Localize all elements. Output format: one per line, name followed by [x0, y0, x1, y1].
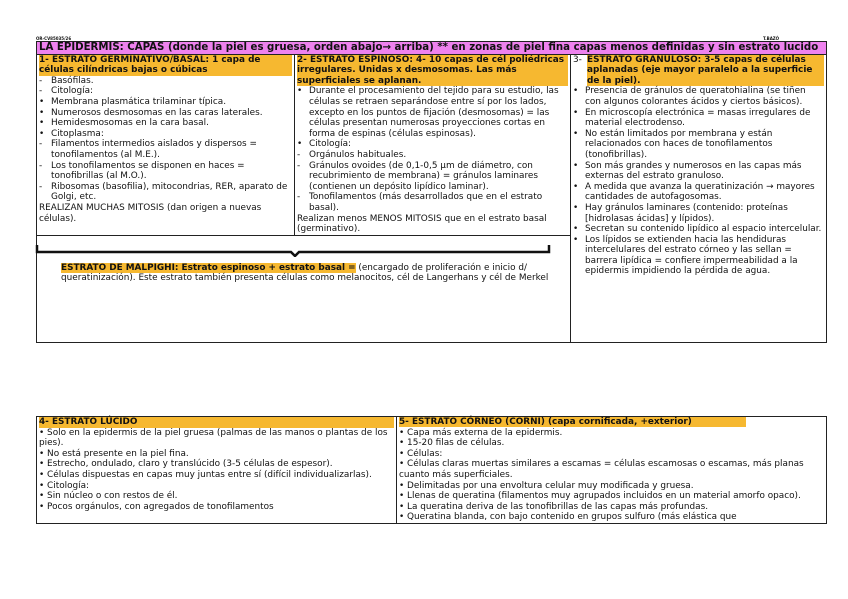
- list-item: • Durante el procesamiento del tejido para su estudio, las células se retraen separándose entre sí por los lados, excepto en los puntos de fijación (desmosomas) = las células presentan numerosas proyecciones cortas en forma de espinas (células espinosas).: [297, 86, 568, 139]
- malpighi-text: (encargado de proliferación e inicio d/ queratinización). Este estrato también presenta células como melanocitos, cél de Langerhans y cél de Merkel: [61, 262, 549, 284]
- list-item: • Queratina blanda, con bajo contenido en grupos sulfuro (más elástica que: [399, 512, 737, 523]
- list-item: • No está presente en la piel fina.: [39, 448, 189, 459]
- estrato-espinoso-number: 2-: [297, 54, 307, 65]
- list-item: • Citología:: [39, 480, 90, 491]
- list-item: - Citología:: [39, 86, 292, 97]
- list-item: • Citoplasma:: [39, 129, 292, 140]
- estrato-basal-footer: REALIZAN MUCHAS MITOSIS (dan origen a nuevas células).: [39, 202, 262, 224]
- estrato-lucido-list: [39, 428, 394, 513]
- list-item: • A medida que avanza la queratinización → mayores cantidades de autofagosomas.: [573, 182, 824, 203]
- cell-estrato-espinoso: [295, 54, 571, 235]
- estrato-basal-number: 1-: [39, 54, 49, 65]
- cell-estrato-lucido: [37, 417, 397, 524]
- list-item: • Secretan su contenido lipídico al espacio intercelular.: [573, 224, 824, 235]
- brace-icon: [35, 243, 553, 257]
- list-item: - Gránulos ovoides (de 0,1-0,5 µm de diámetro, con recubrimiento de membrana) = gránulos laminares (contienen un depósito lipídico laminar).: [297, 161, 568, 193]
- cell-malpighi: [37, 235, 571, 342]
- list-item: • Numerosos desmosomas en las caras laterales.: [39, 108, 292, 119]
- list-item: • Los lípidos se extienden hacia las hendiduras intercelulares del estrato córneo y las sellan = barrera lipídica = confiere impermeabilidad a la epidermis impidiendo la pérdida de agua.: [573, 235, 824, 277]
- estrato-espinoso-heading: [297, 55, 568, 87]
- estrato-granuloso-title: ESTRATO GRANULOSO: 3-5 capas de células aplanadas (eje mayor paralelo a la superficie de la piel).: [587, 55, 824, 87]
- cell-estrato-corneo: [397, 417, 827, 524]
- estrato-espinoso-title: ESTRATO ESPINOSO: 4- 10 capas de cél poliédricas irregulares. Unidas x desmosomas. Las más superficiales se aplanan.: [297, 54, 565, 86]
- estrato-corneo-heading-wrap: [399, 417, 824, 428]
- list-item: • Solo en la epidermis de la piel gruesa (palmas de las manos o plantas de los pies).: [39, 427, 388, 449]
- list-item: • En microscopía electrónica = masas irregulares de material electrodenso.: [573, 108, 824, 129]
- estrato-corneo-list: [399, 428, 824, 523]
- list-item: • Hay gránulos laminares (contenido: proteínas [hidrolasas ácidas] y lípidos).: [573, 203, 824, 224]
- cell-estrato-granuloso: [571, 54, 827, 342]
- list-item: - Ribosomas (basofilia), mitocondrias, RER, aparato de Golgi, etc.: [39, 182, 292, 203]
- list-item: • Capa más externa de la epidermis.: [399, 427, 563, 438]
- malpighi-heading: ESTRATO DE MALPIGHI: Estrato espinoso + estrato basal =: [61, 262, 356, 273]
- list-item: • 15-20 filas de células.: [399, 438, 505, 449]
- list-item: • La queratina deriva de las tonofibrillas de las capas más profundas.: [399, 501, 709, 512]
- epidermis-table: [36, 41, 827, 343]
- list-item: • Hemidesmosomas en la cara basal.: [39, 118, 292, 129]
- list-item: - Los tonofilamentos se disponen en haces = tonofibrillas (al M.O.).: [39, 161, 292, 182]
- list-item: • Presencia de gránulos de queratohialina (se tiñen con algunos colorantes ácidos y ciertos básicos).: [573, 86, 824, 107]
- estrato-granuloso-list: [573, 86, 824, 277]
- list-item: • Pocos orgánulos, con agregados de tonofilamentos: [39, 501, 274, 512]
- estrato-granuloso-number: 3-: [573, 54, 582, 65]
- list-item: • Llenas de queratina (filamentos muy agrupados incluidos en un material amorfo opaco).: [399, 491, 801, 502]
- lower-table: [36, 416, 827, 524]
- estrato-basal-heading: [39, 55, 292, 76]
- list-item: • Células claras muertas similares a escamas = células escamosas o escamas, más planas cuanto más superficiales.: [399, 459, 804, 480]
- list-item: - Basófilas.: [39, 76, 292, 87]
- cell-estrato-basal: [37, 54, 295, 235]
- layers-row: [37, 54, 827, 235]
- list-item: - Filamentos intermedios aislados y dispersos = tonofilamentos (al M.E.).: [39, 139, 292, 160]
- list-item: • Estrecho, ondulado, claro y translúcido (3-5 células de espesor).: [39, 459, 333, 470]
- estrato-basal-list: [39, 76, 292, 203]
- list-item: • Sin núcleo o con restos de él.: [39, 491, 178, 502]
- estrato-basal-title: ESTRATO GERMINATIVO/BASAL: 1 capa de células cilíndricas bajas o cúbicas: [39, 54, 261, 76]
- estrato-granuloso-heading: [573, 55, 824, 87]
- table-title: LA EPIDERMIS: CAPAS (donde la piel es gruesa, orden abajo→ arriba) ** en zonas de piel fina capas menos definidas y sin estrato lucido: [37, 42, 827, 55]
- list-item: • Células:: [399, 448, 443, 459]
- list-item: - Tonofilamentos (más desarrollados que en el estrato basal).: [297, 192, 568, 213]
- list-item: • Delimitadas por una envoltura celular muy modificada y gruesa.: [399, 480, 694, 491]
- estrato-corneo-heading: 5- ESTRATO CÓRNEO (CORNI) (capa cornificada, +exterior): [399, 417, 746, 427]
- malpighi-note: [37, 257, 570, 284]
- list-item: • Citología:: [297, 139, 568, 150]
- list-item: • Son más grandes y numerosos en las capas más externas del estrato granuloso.: [573, 161, 824, 182]
- document-code: OR-CV85035/26: [36, 36, 72, 41]
- author-code: T.BAZÓ: [763, 36, 780, 41]
- list-item: • Membrana plasmática trilaminar típica.: [39, 97, 292, 108]
- list-item: • No están limitados por membrana y están relacionados con haces de tonofilamentos (tonofibrillas).: [573, 129, 824, 161]
- list-item: - Orgánulos habituales.: [297, 150, 568, 161]
- estrato-espinoso-footer: Realizan menos MENOS MITOSIS que en el estrato basal (germinativo).: [297, 213, 547, 235]
- estrato-espinoso-list: [297, 86, 568, 213]
- estrato-lucido-heading: 4- ESTRATO LÚCIDO: [39, 417, 394, 428]
- list-item: • Células dispuestas en capas muy juntas entre sí (difícil individualizarlas).: [39, 469, 372, 480]
